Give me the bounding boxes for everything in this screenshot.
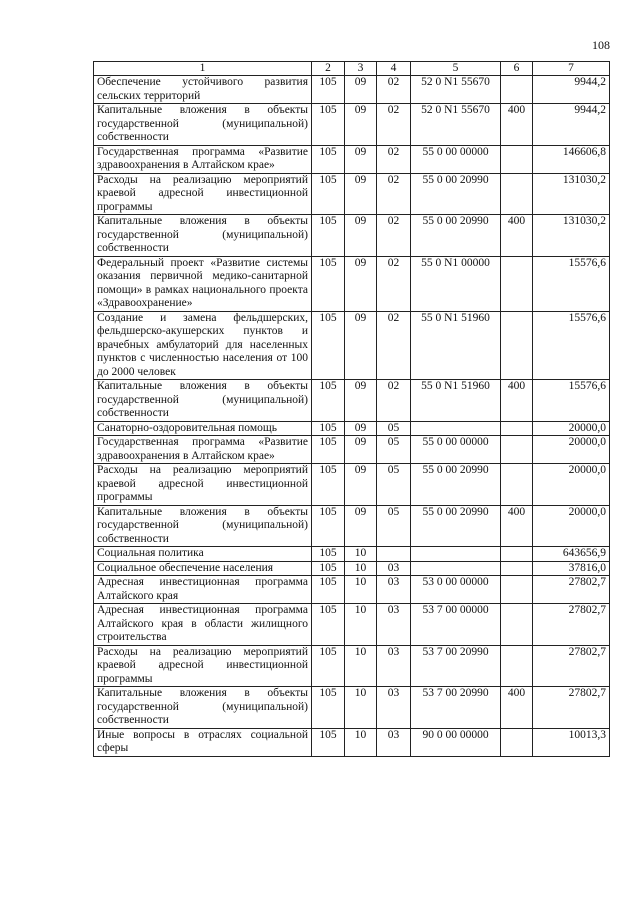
- row-subsection2-cell: 05: [377, 505, 411, 547]
- row-subsection2-cell: 02: [377, 173, 411, 215]
- header-col-7: 7: [533, 62, 610, 76]
- row-amount-cell: 15576,6: [533, 380, 610, 422]
- row-subsection2-cell: 03: [377, 561, 411, 576]
- table-row: [94, 547, 610, 562]
- row-target-code-cell: 55 0 00 20990: [411, 173, 501, 215]
- row-name-cell: Расходы на реализацию мероприятий краевой адресной инвестиционной программы: [94, 173, 312, 215]
- table-row: [94, 645, 610, 687]
- row-section-cell: 105: [312, 311, 345, 380]
- table-row: [94, 561, 610, 576]
- row-target-code-cell: 55 0 00 20990: [411, 505, 501, 547]
- row-subsection-cell: 09: [345, 145, 377, 173]
- row-subsection2-cell: 02: [377, 311, 411, 380]
- row-section-cell: 105: [312, 728, 345, 756]
- row-section-cell: 105: [312, 464, 345, 506]
- row-section-cell: 105: [312, 547, 345, 562]
- row-section-cell: 105: [312, 576, 345, 604]
- row-section-cell: 105: [312, 173, 345, 215]
- row-section-cell: 105: [312, 215, 345, 257]
- row-name-cell: Социальная политика: [94, 547, 312, 562]
- row-target-code-cell: 55 0 00 00000: [411, 436, 501, 464]
- row-subsection-cell: 10: [345, 561, 377, 576]
- row-name-cell: Санаторно-оздоровительная помощь: [94, 421, 312, 436]
- row-target-code-cell: [411, 561, 501, 576]
- row-section-cell: 105: [312, 645, 345, 687]
- table-row: [94, 576, 610, 604]
- row-amount-cell: 27802,7: [533, 687, 610, 729]
- header-col-4: 4: [377, 62, 411, 76]
- row-subsection-cell: 10: [345, 645, 377, 687]
- header-col-5: 5: [411, 62, 501, 76]
- row-name-cell: Государственная программа «Развитие здравоохранения в Алтайском крае»: [94, 436, 312, 464]
- row-target-code-cell: 55 0 N1 51960: [411, 380, 501, 422]
- row-subsection2-cell: 03: [377, 645, 411, 687]
- row-name-cell: Иные вопросы в отраслях социальной сферы: [94, 728, 312, 756]
- row-expense-type-cell: [501, 76, 533, 104]
- table-row: [94, 215, 610, 257]
- row-subsection2-cell: 02: [377, 256, 411, 311]
- row-target-code-cell: 55 0 N1 51960: [411, 311, 501, 380]
- row-target-code-cell: 55 0 00 20990: [411, 215, 501, 257]
- row-target-code-cell: 53 7 00 20990: [411, 645, 501, 687]
- row-amount-cell: 20000,0: [533, 505, 610, 547]
- row-target-code-cell: 55 0 00 20990: [411, 464, 501, 506]
- row-section-cell: 105: [312, 380, 345, 422]
- table-row: [94, 311, 610, 380]
- row-target-code-cell: 53 0 00 00000: [411, 576, 501, 604]
- row-name-cell: Адресная инвестиционная программа Алтайского края: [94, 576, 312, 604]
- row-amount-cell: 9944,2: [533, 104, 610, 146]
- row-amount-cell: 27802,7: [533, 576, 610, 604]
- row-expense-type-cell: [501, 421, 533, 436]
- row-subsection2-cell: 05: [377, 464, 411, 506]
- row-amount-cell: 643656,9: [533, 547, 610, 562]
- row-expense-type-cell: [501, 256, 533, 311]
- table-row: [94, 173, 610, 215]
- row-target-code-cell: [411, 547, 501, 562]
- row-subsection-cell: 09: [345, 173, 377, 215]
- row-target-code-cell: 55 0 00 00000: [411, 145, 501, 173]
- row-section-cell: 105: [312, 436, 345, 464]
- row-section-cell: 105: [312, 76, 345, 104]
- row-expense-type-cell: 400: [501, 104, 533, 146]
- row-subsection-cell: 09: [345, 505, 377, 547]
- row-subsection2-cell: 02: [377, 380, 411, 422]
- row-subsection-cell: 09: [345, 215, 377, 257]
- table-row: [94, 380, 610, 422]
- row-subsection-cell: 09: [345, 104, 377, 146]
- row-amount-cell: 27802,7: [533, 604, 610, 646]
- row-name-cell: Государственная программа «Развитие здравоохранения в Алтайском крае»: [94, 145, 312, 173]
- row-expense-type-cell: [501, 547, 533, 562]
- row-name-cell: Расходы на реализацию мероприятий краевой адресной инвестиционной программы: [94, 645, 312, 687]
- row-subsection-cell: 10: [345, 576, 377, 604]
- row-subsection-cell: 09: [345, 436, 377, 464]
- row-subsection-cell: 10: [345, 604, 377, 646]
- table-row: [94, 604, 610, 646]
- row-subsection2-cell: 02: [377, 104, 411, 146]
- row-target-code-cell: [411, 421, 501, 436]
- row-target-code-cell: 90 0 00 00000: [411, 728, 501, 756]
- row-expense-type-cell: [501, 561, 533, 576]
- row-name-cell: Капитальные вложения в объекты государственной (муниципальной) собственности: [94, 505, 312, 547]
- row-subsection-cell: 09: [345, 421, 377, 436]
- row-section-cell: 105: [312, 687, 345, 729]
- row-target-code-cell: 52 0 N1 55670: [411, 76, 501, 104]
- row-target-code-cell: 55 0 N1 00000: [411, 256, 501, 311]
- row-subsection2-cell: 03: [377, 576, 411, 604]
- row-subsection-cell: 09: [345, 311, 377, 380]
- row-subsection-cell: 09: [345, 256, 377, 311]
- row-subsection2-cell: 05: [377, 421, 411, 436]
- row-amount-cell: 20000,0: [533, 464, 610, 506]
- row-name-cell: Создание и замена фельдшерских, фельдшерско-акушерских пунктов и врачебных амбулаторий для населенных пунктов с численностью населения от 100 до 2000 человек: [94, 311, 312, 380]
- row-name-cell: Федеральный проект «Развитие системы оказания первичной медико-санитарной помощи» в рамках национального проекта «Здравоохранение»: [94, 256, 312, 311]
- row-amount-cell: 20000,0: [533, 421, 610, 436]
- table-row: [94, 104, 610, 146]
- row-amount-cell: 9944,2: [533, 76, 610, 104]
- table-row: [94, 728, 610, 756]
- row-subsection2-cell: 03: [377, 604, 411, 646]
- header-row: [94, 62, 610, 76]
- row-name-cell: Социальное обеспечение населения: [94, 561, 312, 576]
- table-row: [94, 687, 610, 729]
- row-amount-cell: 146606,8: [533, 145, 610, 173]
- table-body: [94, 76, 610, 757]
- row-expense-type-cell: 400: [501, 687, 533, 729]
- row-amount-cell: 27802,7: [533, 645, 610, 687]
- table-row: [94, 76, 610, 104]
- row-expense-type-cell: [501, 436, 533, 464]
- table-row: [94, 256, 610, 311]
- row-section-cell: 105: [312, 505, 345, 547]
- row-subsection-cell: 10: [345, 687, 377, 729]
- row-subsection2-cell: 02: [377, 215, 411, 257]
- table-header: [94, 62, 610, 76]
- row-amount-cell: 131030,2: [533, 173, 610, 215]
- row-name-cell: Обеспечение устойчивого развития сельских территорий: [94, 76, 312, 104]
- row-name-cell: Капитальные вложения в объекты государственной (муниципальной) собственности: [94, 380, 312, 422]
- header-col-2: 2: [312, 62, 345, 76]
- row-subsection2-cell: 03: [377, 728, 411, 756]
- row-expense-type-cell: [501, 604, 533, 646]
- row-section-cell: 105: [312, 104, 345, 146]
- header-col-1: 1: [94, 62, 312, 76]
- row-subsection2-cell: 02: [377, 76, 411, 104]
- row-subsection2-cell: 03: [377, 687, 411, 729]
- row-expense-type-cell: [501, 464, 533, 506]
- row-expense-type-cell: [501, 311, 533, 380]
- row-section-cell: 105: [312, 256, 345, 311]
- row-expense-type-cell: 400: [501, 505, 533, 547]
- row-subsection-cell: 09: [345, 380, 377, 422]
- row-amount-cell: 10013,3: [533, 728, 610, 756]
- row-name-cell: Капитальные вложения в объекты государственной (муниципальной) собственности: [94, 104, 312, 146]
- row-expense-type-cell: [501, 645, 533, 687]
- row-subsection2-cell: 02: [377, 145, 411, 173]
- row-expense-type-cell: [501, 728, 533, 756]
- budget-table: [93, 61, 610, 757]
- header-col-6: 6: [501, 62, 533, 76]
- row-amount-cell: 15576,6: [533, 311, 610, 380]
- row-name-cell: Капитальные вложения в объекты государственной (муниципальной) собственности: [94, 687, 312, 729]
- row-section-cell: 105: [312, 604, 345, 646]
- row-subsection-cell: 10: [345, 547, 377, 562]
- row-amount-cell: 20000,0: [533, 436, 610, 464]
- row-expense-type-cell: [501, 145, 533, 173]
- table-row: [94, 464, 610, 506]
- row-expense-type-cell: [501, 173, 533, 215]
- row-section-cell: 105: [312, 145, 345, 173]
- row-name-cell: Капитальные вложения в объекты государственной (муниципальной) собственности: [94, 215, 312, 257]
- row-name-cell: Адресная инвестиционная программа Алтайского края в области жилищного строительства: [94, 604, 312, 646]
- row-expense-type-cell: [501, 576, 533, 604]
- row-subsection-cell: 09: [345, 464, 377, 506]
- table-row: [94, 145, 610, 173]
- row-target-code-cell: 52 0 N1 55670: [411, 104, 501, 146]
- page-number: 108: [592, 38, 610, 52]
- header-col-3: 3: [345, 62, 377, 76]
- row-subsection2-cell: [377, 547, 411, 562]
- table-row: [94, 436, 610, 464]
- row-name-cell: Расходы на реализацию мероприятий краевой адресной инвестиционной программы: [94, 464, 312, 506]
- row-subsection-cell: 10: [345, 728, 377, 756]
- row-subsection2-cell: 05: [377, 436, 411, 464]
- row-section-cell: 105: [312, 421, 345, 436]
- row-target-code-cell: 53 7 00 20990: [411, 687, 501, 729]
- table-row: [94, 421, 610, 436]
- row-section-cell: 105: [312, 561, 345, 576]
- row-subsection-cell: 09: [345, 76, 377, 104]
- row-target-code-cell: 53 7 00 00000: [411, 604, 501, 646]
- row-expense-type-cell: 400: [501, 215, 533, 257]
- row-amount-cell: 37816,0: [533, 561, 610, 576]
- row-expense-type-cell: 400: [501, 380, 533, 422]
- table-row: [94, 505, 610, 547]
- row-amount-cell: 131030,2: [533, 215, 610, 257]
- row-amount-cell: 15576,6: [533, 256, 610, 311]
